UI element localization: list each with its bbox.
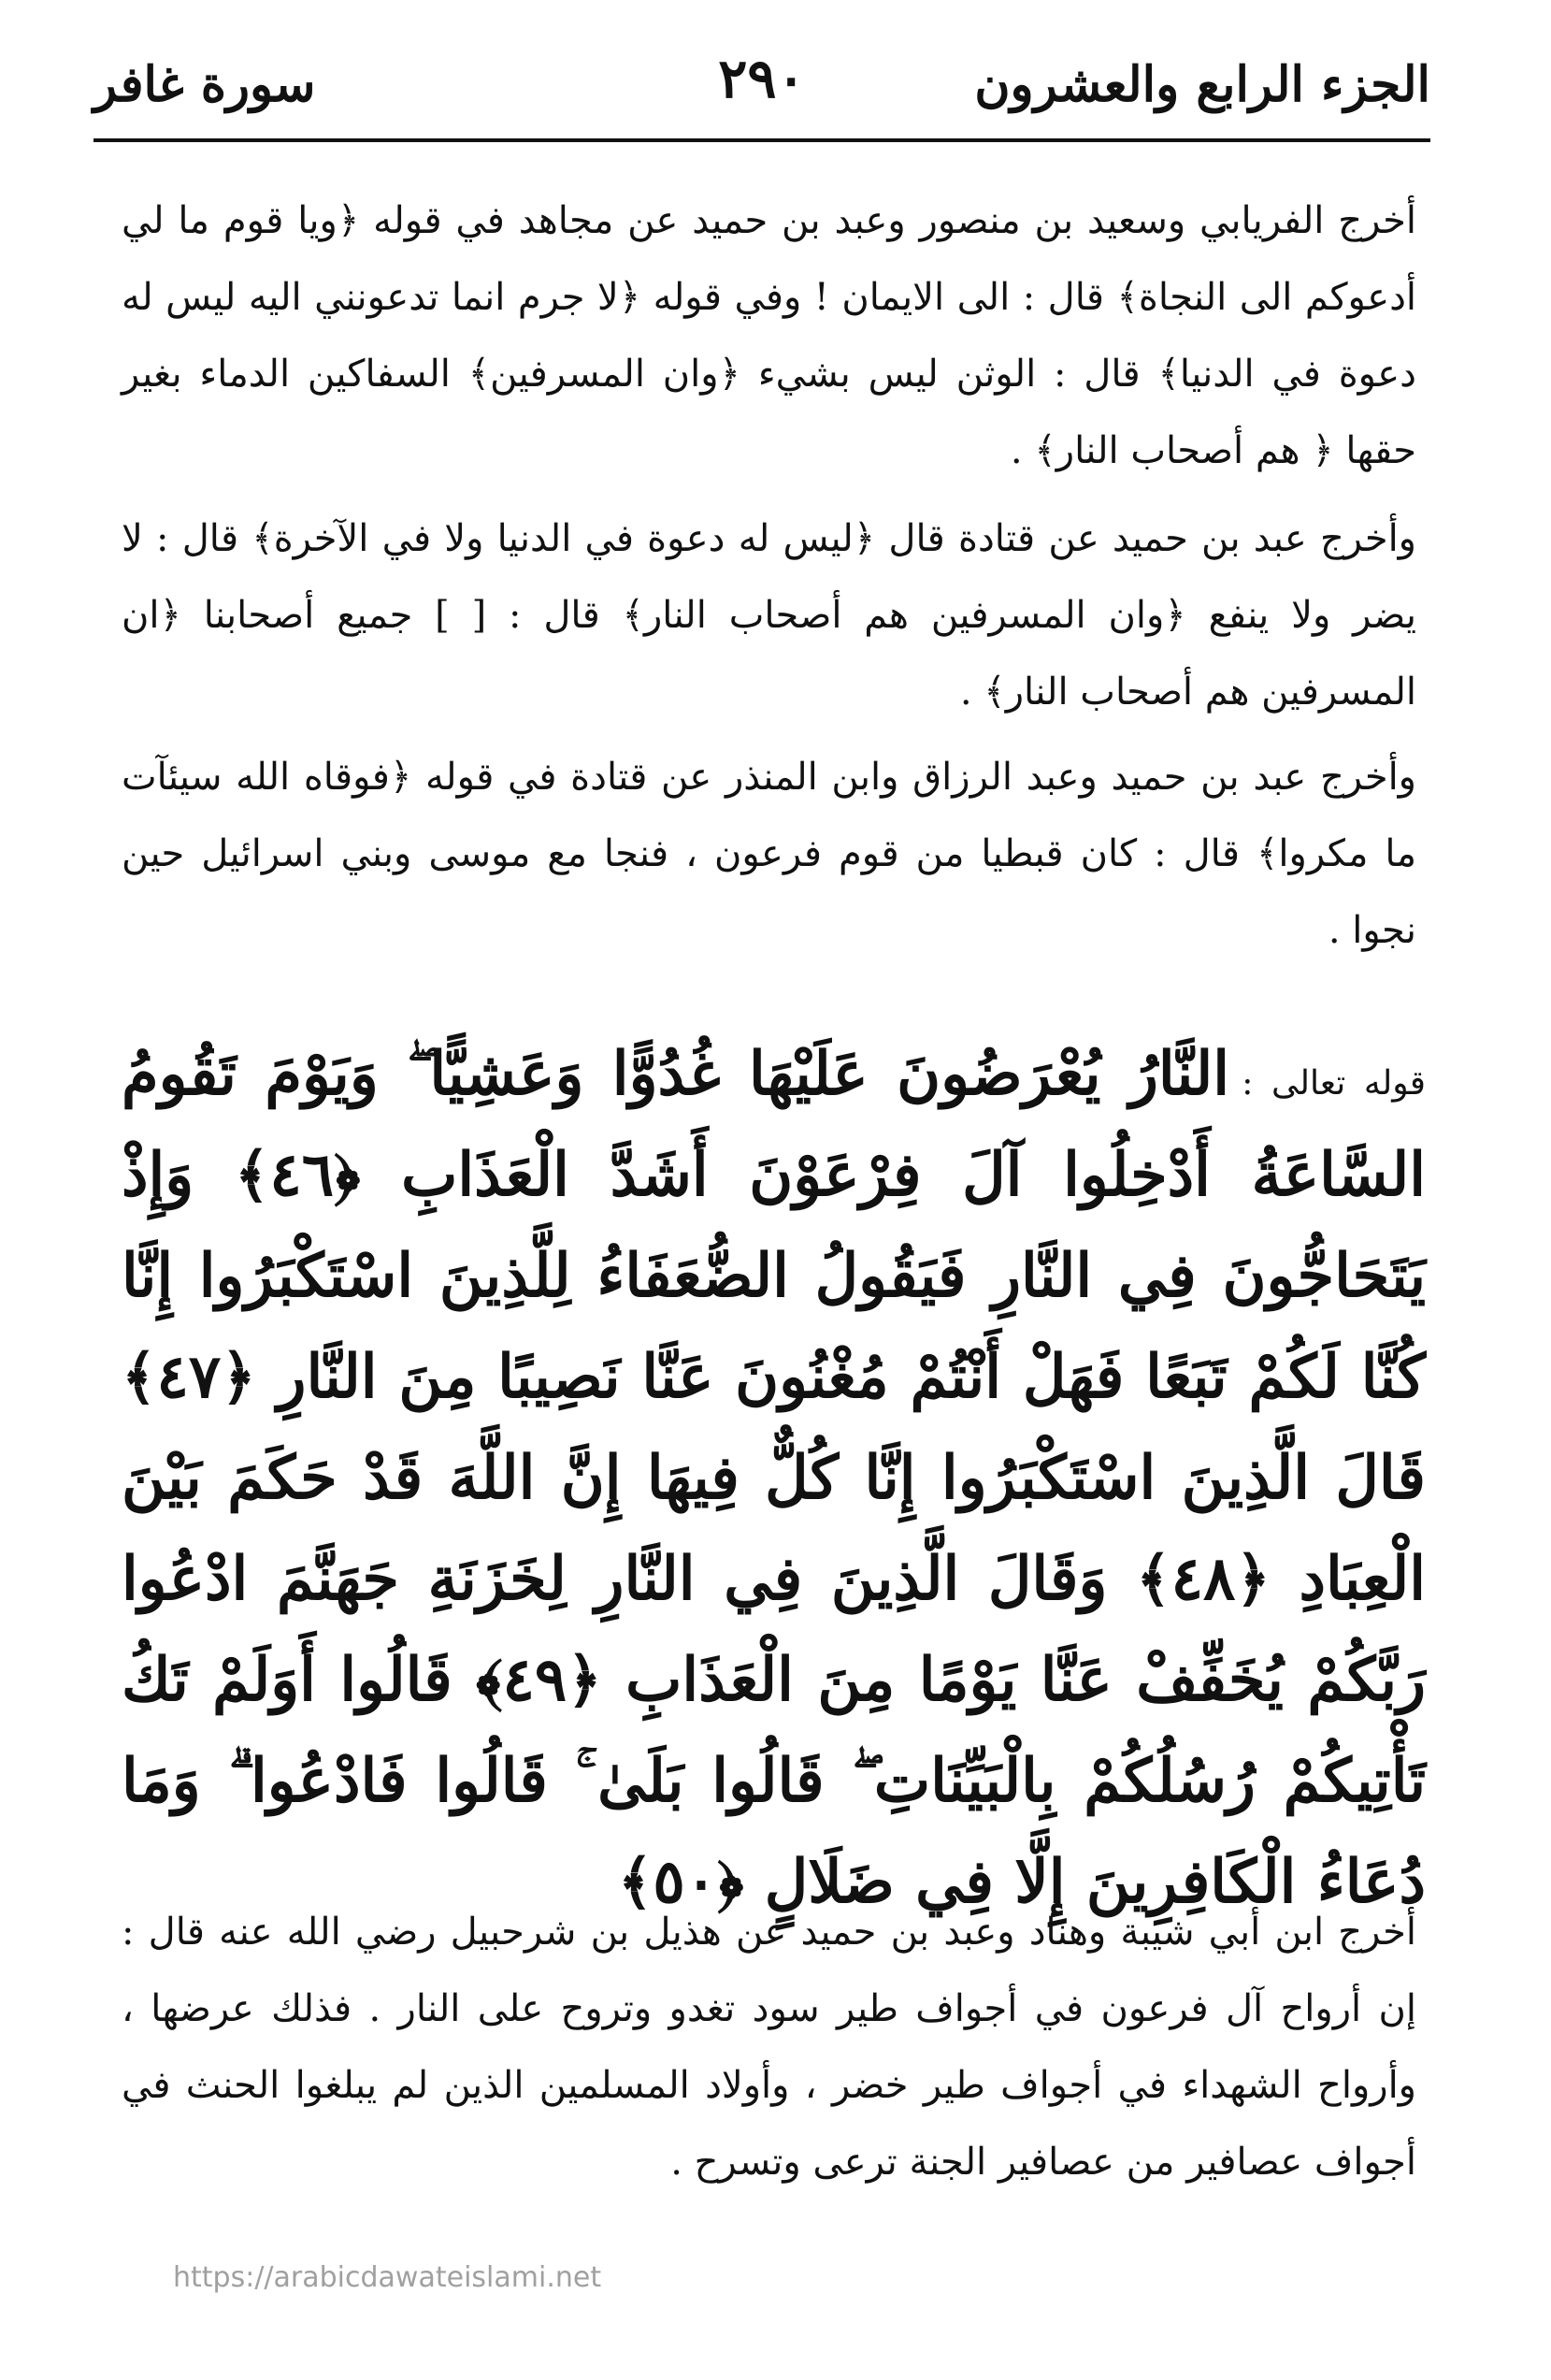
watermark-url: https://arabicdawateislami.net: [173, 2261, 602, 2294]
header-divider: [93, 138, 1430, 142]
verse-intro: قوله تعالى :: [1242, 1064, 1427, 1103]
paragraph-text: وأخرج عبد بن حميد وعبد الرزاق وابن المنذر عن قتادة في قوله ﴿فوقاه الله سيئآت ما مكروا﴾ قال : كان قبطيا من قوم فرعون ، فنجا مع موسى وبني اسرائيل حين نجوا .: [122, 756, 1416, 952]
paragraph-3: [122, 739, 1416, 976]
paragraph-4: [122, 1894, 1416, 2208]
paragraph-1: [122, 182, 1416, 497]
quran-verse-block: [122, 1024, 1426, 1933]
paragraph-2: [122, 500, 1416, 738]
paragraph-text: أخرج الفريابي وسعيد بن منصور وعبد بن حميد عن مجاهد في قوله ﴿ويا قوم ما لي أدعوكم الى النجاة﴾ قال : الى الايمان ! وفي قوله ﴿لا جرم انما تدعونني اليه ليس له دعوة في الدنيا﴾ قال : الوثن ليس بشيء ﴿وان المسرفين﴾ السفاكين الدماء بغير حقها ﴿ هم أصحاب النار﴾ .: [122, 199, 1416, 472]
verse-text: النَّارُ يُعْرَضُونَ عَلَيْهَا غُدُوًّا وَعَشِيًّا ۖ وَيَوْمَ تَقُومُ السَّاعَةُ أَدْخِلُوا آلَ فِرْعَوْنَ أَشَدَّ الْعَذَابِ ﴿٤٦﴾ وَإِذْ يَتَحَاجُّونَ فِي النَّارِ فَيَقُولُ الضُّعَفَاءُ لِلَّذِينَ اسْتَكْبَرُوا إِنَّا كُنَّا لَكُمْ تَبَعًا فَهَلْ أَنْتُمْ مُغْنُونَ عَنَّا نَصِيبًا مِنَ النَّارِ ﴿٤٧﴾ قَالَ الَّذِينَ اسْتَكْبَرُوا إِنَّا كُلٌّ فِيهَا إِنَّ اللَّهَ قَدْ حَكَمَ بَيْنَ الْعِبَادِ ﴿٤٨﴾ وَقَالَ الَّذِينَ فِي النَّارِ لِخَزَنَةِ جَهَنَّمَ ادْعُوا رَبَّكُمْ يُخَفِّفْ عَنَّا يَوْمًا مِنَ الْعَذَابِ ﴿٤٩﴾ قَالُوا أَوَلَمْ تَكُ تَأْتِيكُمْ رُسُلُكُمْ بِالْبَيِّنَاتِ ۖ قَالُوا بَلَىٰ ۚ قَالُوا فَادْعُوا ۗ وَمَا دُعَاءُ الْكَافِرِينَ إِلَّا فِي ضَلَالٍ ﴿٥٠﴾: [122, 1039, 1427, 1917]
page-number: ٢٩٠: [718, 47, 806, 110]
juz-title: الجزء الرابع والعشرون: [974, 56, 1430, 113]
paragraph-text: أخرج ابن أبي شيبة وهناد وعبد بن حميد عن هذيل بن شرحبيل رضي الله عنه قال : إن أرواح آل فرعون في أجواف طير سود تغدو وتروح على النار . فذلك عرضها ، وأرواح الشهداء في أجواف طير خضر ، وأولاد المسلمين الذين لم يبلغوا الحنث في أجواف عصافير من عصافير الجنة ترعى وتسرح .: [122, 1911, 1416, 2184]
paragraph-text: وأخرج عبد بن حميد عن قتادة قال ﴿ليس له دعوة في الدنيا ولا في الآخرة﴾ قال : لا يضر ولا ينفع ﴿وان المسرفين هم أصحاب النار﴾ قال : [ ] جميع أصحابنا ﴿ان المسرفين هم أصحاب النار﴾ .: [122, 517, 1416, 714]
surah-title: سورة غافر: [93, 56, 316, 113]
page-header: [93, 47, 1430, 140]
